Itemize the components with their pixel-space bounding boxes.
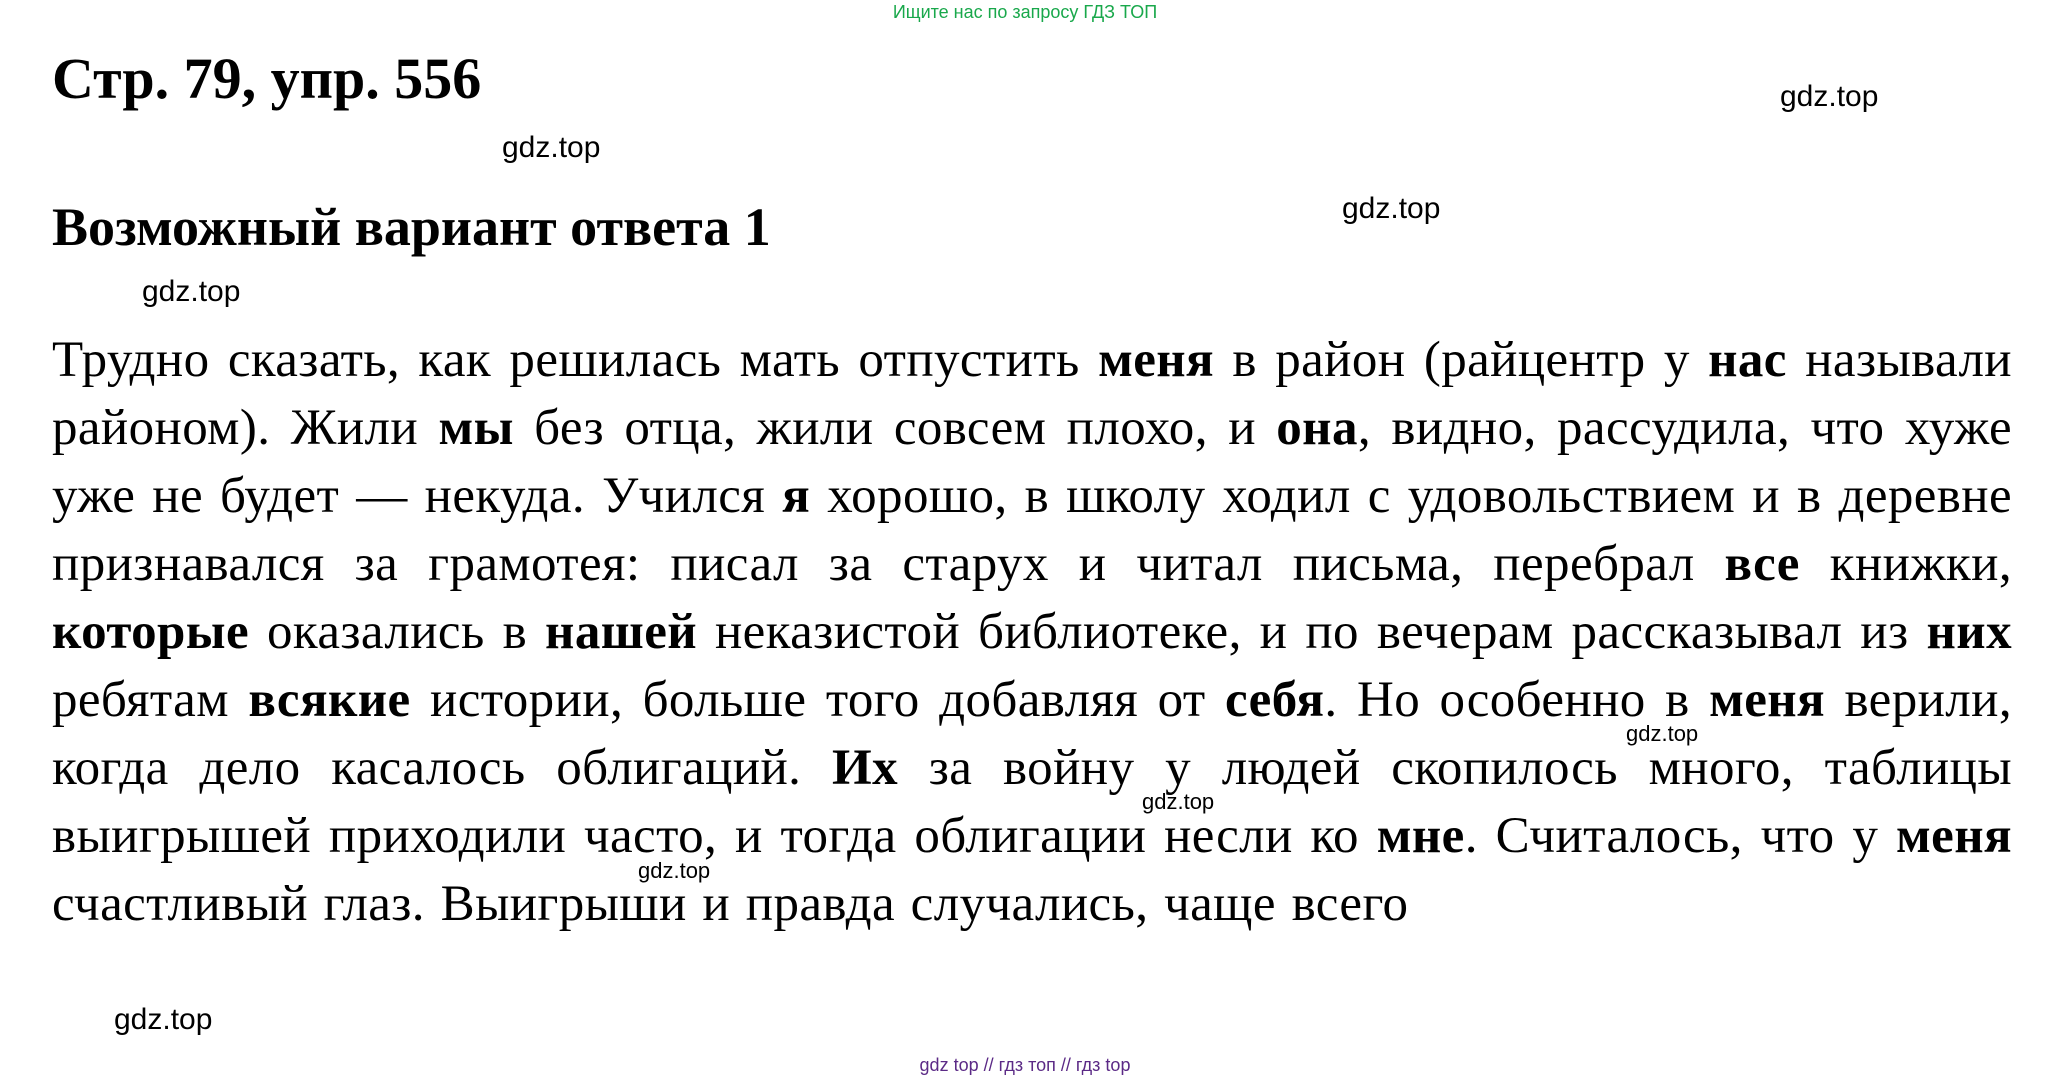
- text-segment: верили, когда дело касалось облигаций.: [52, 672, 2012, 796]
- text-segment: счастливый глаз. Выигрыши и правда случались, чаще всего: [52, 876, 1409, 932]
- pronoun-highlight: которые: [52, 604, 250, 660]
- pronoun-highlight: них: [1926, 604, 2012, 660]
- text-segment: . Но особенно в: [1324, 672, 1710, 728]
- watermark: gdz.top: [1780, 80, 1879, 113]
- pronoun-highlight: всякие: [248, 672, 411, 728]
- page-title: Стр. 79, упр. 556: [52, 46, 482, 111]
- pronoun-highlight: все: [1724, 536, 1800, 592]
- text-segment: оказались в: [249, 604, 546, 660]
- top-banner: Ищите нас по запросу ГДЗ ТОП: [892, 2, 1158, 22]
- pronoun-highlight: себя: [1225, 672, 1325, 728]
- watermark: gdz.top: [502, 131, 601, 164]
- footer-watermark: gdz top // гдз топ // гдз top: [919, 1055, 1131, 1075]
- section-title: Возможный вариант ответа 1: [52, 197, 771, 257]
- answer-text: [52, 326, 2012, 938]
- text-segment: , видно, рассудила, что хуже уже не будет — некуда. Учился: [52, 400, 2013, 524]
- watermark: gdz.top: [142, 275, 241, 308]
- watermark: gdz.top: [1142, 789, 1215, 814]
- watermark: gdz.top: [1626, 721, 1699, 746]
- watermark: gdz.top: [1342, 192, 1441, 225]
- text-segment: неказистой библиотеке, и по вечерам рассказывал из: [697, 604, 1927, 660]
- text-segment: истории, больше того добавляя от: [410, 672, 1226, 728]
- pronoun-highlight: меня: [1896, 808, 2012, 864]
- pronoun-highlight: меня: [1098, 332, 1215, 388]
- pronoun-highlight: мы: [438, 400, 514, 456]
- pronoun-highlight: Их: [832, 740, 899, 796]
- text-segment: за войну у людей скопилось много, таблицы выигрышей приходили часто, и тогда облигации несли ко: [52, 740, 2012, 864]
- text-segment: называли районом). Жили: [52, 332, 2013, 456]
- pronoun-highlight: нашей: [545, 604, 698, 660]
- pronoun-highlight: меня: [1709, 672, 1826, 728]
- text-segment: . Считалось, что у: [1464, 808, 1897, 864]
- watermark: gdz.top: [114, 1003, 213, 1036]
- text-segment: в район (райцентр у: [1214, 332, 1709, 388]
- text-segment: ребятам: [52, 672, 249, 728]
- pronoun-highlight: нас: [1708, 332, 1787, 388]
- pronoun-highlight: мне: [1376, 808, 1465, 864]
- text-segment: хорошо, в школу ходил с удовольствием и в деревне признавался за грамотея: писал за старух и читал письма, перебрал: [52, 468, 2013, 592]
- pronoun-highlight: я: [782, 468, 811, 524]
- pronoun-highlight: она: [1276, 400, 1358, 456]
- text-segment: Трудно сказать, как решилась мать отпустить: [52, 332, 1099, 388]
- text-segment: книжки,: [1799, 536, 2013, 592]
- watermark: gdz.top: [638, 858, 711, 883]
- text-segment: без отца, жили совсем плохо, и: [513, 400, 1277, 456]
